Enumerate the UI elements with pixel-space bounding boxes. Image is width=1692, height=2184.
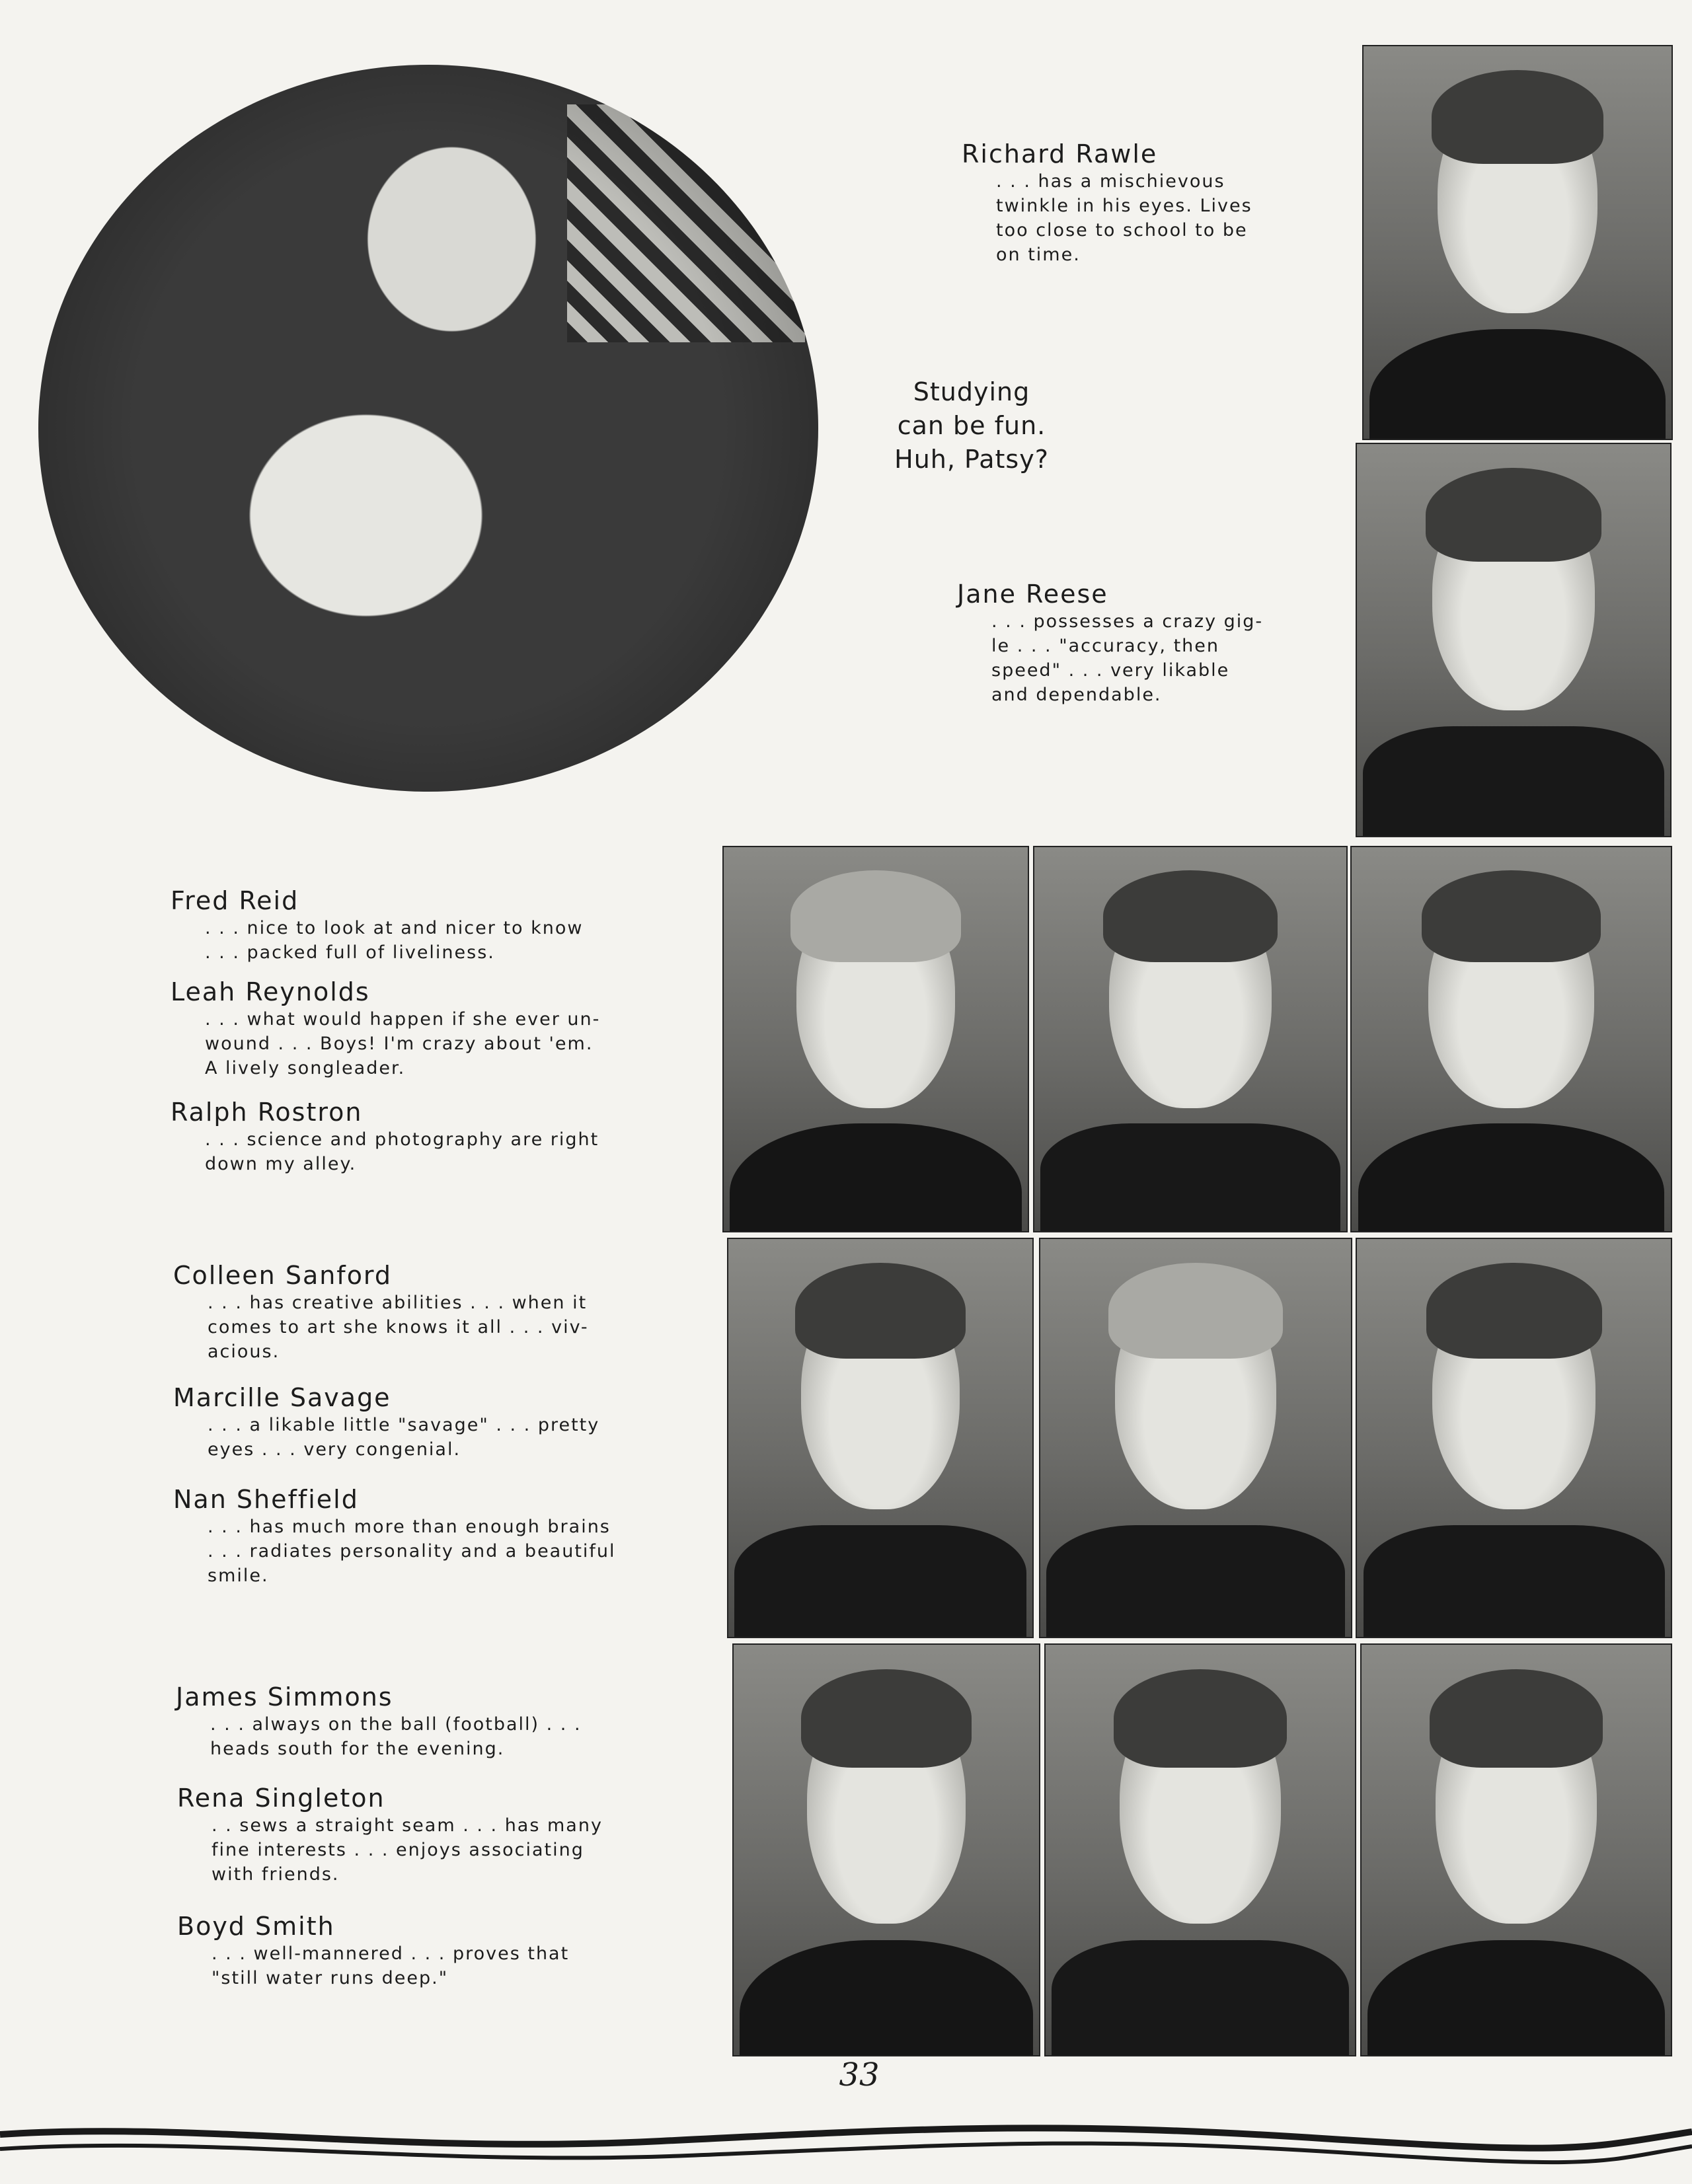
student-description	[208, 1413, 683, 1462]
entry-ralph-rostron	[171, 1097, 681, 1176]
portrait-rena-singleton	[1044, 1643, 1356, 2056]
description-line: . . . what would happen if she ever un-	[205, 1009, 601, 1030]
student-description	[208, 1291, 683, 1364]
entry-leah-reynolds	[171, 977, 681, 1080]
caption-line: Studying	[913, 377, 1030, 406]
description-line: le . . . "accuracy, then	[991, 636, 1220, 656]
student-description	[212, 1813, 687, 1887]
student-name: Richard Rawle	[962, 139, 1158, 169]
photo-vignette	[38, 65, 818, 792]
description-line: smile.	[208, 1565, 269, 1586]
entry-nan-sheffield	[173, 1484, 683, 1588]
candid-photo-patsy	[38, 65, 818, 792]
description-line: eyes . . . very congenial.	[208, 1439, 461, 1460]
description-line: and dependable.	[991, 685, 1162, 705]
photo-caption	[859, 375, 1084, 476]
description-line: too close to school to be	[996, 220, 1248, 241]
student-description	[208, 1515, 683, 1588]
entry-james-simmons	[176, 1682, 686, 1761]
student-name: Jane Reese	[957, 580, 1108, 609]
caption-line: Huh, Patsy?	[894, 445, 1049, 474]
description-line: . . . has much more than enough brains	[208, 1517, 611, 1537]
description-line: . . . has creative abilities . . . when it	[208, 1293, 588, 1313]
description-line: with friends.	[212, 1864, 340, 1885]
student-description	[991, 609, 1315, 707]
student-name: Ralph Rostron	[171, 1098, 363, 1127]
description-line: . . . always on the ball (football) . . .	[210, 1714, 582, 1735]
portrait-leah-reynolds	[1033, 846, 1348, 1232]
student-name: Leah Reynolds	[171, 977, 370, 1006]
description-line: "still water runs deep."	[212, 1968, 449, 1988]
caption-line: can be fun.	[897, 411, 1046, 440]
entry-fred-reid	[171, 885, 681, 965]
description-line: . . . radiates personality and a beautiful	[208, 1541, 616, 1562]
student-name: Nan Sheffield	[173, 1485, 359, 1514]
page-number: 33	[839, 2056, 880, 2093]
student-description	[210, 1712, 686, 1761]
description-line: A lively songleader.	[205, 1058, 406, 1078]
portrait-colleen-sanford	[727, 1238, 1034, 1638]
student-name: Boyd Smith	[177, 1912, 335, 1941]
description-line: . . . well-mannered . . . proves that	[212, 1943, 570, 1964]
portrait-marcille-savage	[1039, 1238, 1352, 1638]
description-line: wound . . . Boys! I'm crazy about 'em.	[205, 1034, 594, 1054]
student-name: Fred Reid	[171, 886, 299, 915]
description-line: fine interests . . . enjoys associating	[212, 1840, 584, 1860]
description-line: twinkle in his eyes. Lives	[996, 196, 1252, 216]
entry-marcille-savage	[173, 1382, 683, 1462]
portrait-nan-sheffield	[1356, 1238, 1672, 1638]
entry-colleen-sanford	[173, 1260, 683, 1364]
portrait-fred-reid	[722, 846, 1029, 1232]
decorative-wave-border	[0, 2095, 1692, 2174]
student-name: James Simmons	[176, 1682, 393, 1712]
description-line: heads south for the evening.	[210, 1739, 505, 1759]
description-line: . . sews a straight seam . . . has many	[212, 1815, 603, 1836]
description-line: speed" . . . very likable	[991, 660, 1230, 681]
description-line: comes to art she knows it all . . . viv-	[208, 1317, 589, 1337]
portrait-jane-reese	[1356, 443, 1672, 837]
entry-rena-singleton	[177, 1783, 687, 1887]
description-line: . . . possesses a crazy gig-	[991, 611, 1264, 632]
description-line: . . . packed full of liveliness.	[205, 942, 495, 963]
student-name: Marcille Savage	[173, 1383, 391, 1412]
entry-richard-rawle	[962, 139, 1320, 267]
student-description	[205, 1127, 681, 1176]
portrait-richard-rawle	[1362, 45, 1673, 440]
description-line: . . . science and photography are right	[205, 1129, 599, 1150]
description-line: on time.	[996, 245, 1081, 265]
description-line: . . . has a mischievous	[996, 171, 1225, 192]
entry-jane-reese	[957, 579, 1315, 707]
description-line: . . . nice to look at and nicer to know	[205, 918, 584, 938]
student-description	[205, 916, 681, 965]
entry-boyd-smith	[177, 1911, 687, 1990]
portrait-ralph-rostron	[1350, 846, 1672, 1232]
portrait-boyd-smith	[1360, 1643, 1672, 2056]
student-description	[996, 169, 1320, 267]
description-line: . . . a likable little "savage" . . . pretty	[208, 1415, 600, 1435]
student-name: Rena Singleton	[177, 1784, 385, 1813]
student-description	[205, 1007, 681, 1080]
portrait-james-simmons	[732, 1643, 1040, 2056]
student-description	[212, 1941, 687, 1990]
student-name: Colleen Sanford	[173, 1261, 393, 1290]
description-line: down my alley.	[205, 1154, 357, 1174]
description-line: acious.	[208, 1341, 280, 1362]
